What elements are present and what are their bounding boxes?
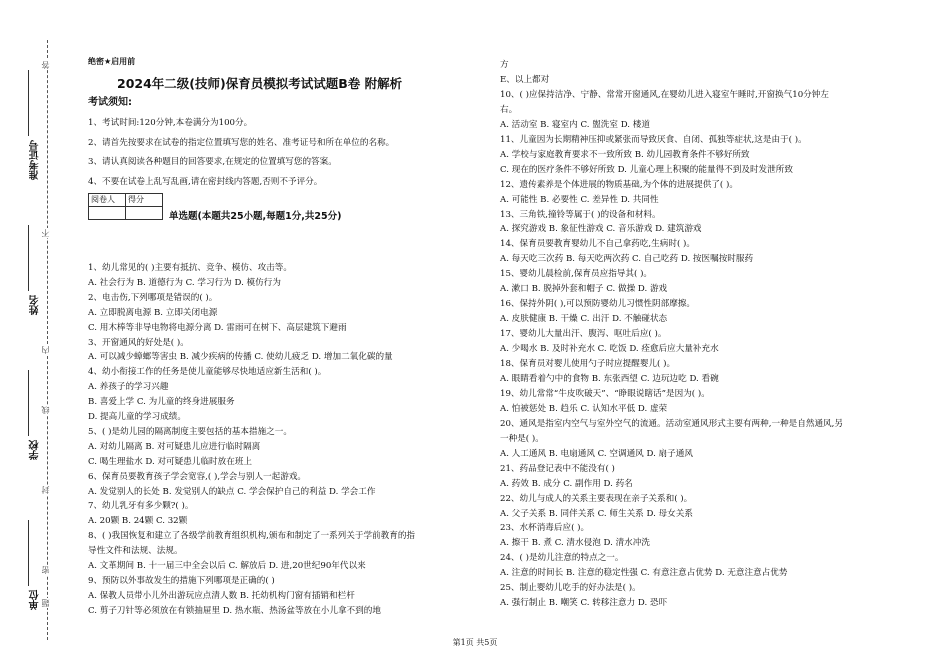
grader-blank: [89, 207, 126, 220]
question-line: A. 学校与家庭教育要求不一致所致 B. 幼儿园教育条件不够好所致: [500, 149, 750, 160]
question-line: 7、幼儿乳牙有多少颗?( )。: [88, 501, 194, 512]
question-line: 22、幼儿与成人的关系主要表现在亲子关系和( )。: [500, 493, 693, 504]
question-line: A. 保教人员带小儿外出游玩应点清人数 B. 托幼机构门窗有插销和栏杆: [88, 590, 355, 601]
question-line: C. 现在的医疗条件不够好所致 D. 儿童心理上积聚的能量得不到及时发泄所致: [500, 164, 793, 175]
question-line: A. 强行制止 B. 嘲笑 C. 转移注意力 D. 恐吓: [500, 598, 668, 609]
secret-label: 绝密★启用前: [88, 57, 136, 66]
question-line: A. 眼睛看着勺中的食物 B. 东张西望 C. 边玩边吃 D. 看碗: [500, 373, 719, 384]
notice-item: 3、请认真阅读各种题目的回答要求,在规定的位置填写您的答案。: [88, 157, 337, 167]
question-line: A. 探究游戏 B. 象征性游戏 C. 音乐游戏 D. 建筑游戏: [500, 224, 702, 235]
question-line: 导性文件和法规、法规。: [88, 546, 183, 557]
seal-char: 答: [41, 61, 50, 69]
question-line: 13、三角铁,撞铃等属于( )的设备和材料。: [500, 209, 661, 220]
score-blank: [126, 207, 163, 220]
margin-label: 学校: [30, 440, 41, 460]
question-line: 16、保持外阴( ),可以预防婴幼儿习惯性阴部摩擦。: [500, 299, 695, 310]
question-line: D. 提高儿童的学习成绩。: [88, 412, 186, 422]
question-line: C. 剪子刀针等必须放在有锁抽屉里 D. 热水瓶、热汤盆等放在小儿拿不到的地: [88, 605, 381, 616]
question-line: 2、电击伤,下列哪项是错误的( )。: [88, 292, 218, 303]
question-line: A. 每天吃三次药 B. 每天吃两次药 C. 自己吃药 D. 按医嘱按时服药: [500, 254, 754, 265]
question-line: C. 用木棒等非导电物将电源分离 D. 雷雨可在树下、高层建筑下避雨: [88, 322, 347, 333]
question-line: A. 怕被惩处 B. 趋乐 C. 认知水平低 D. 虚荣: [500, 403, 668, 414]
question-line: A. 养孩子的学习兴趣: [88, 382, 169, 393]
question-line: 21、药品登记表中不能没有( ): [500, 463, 615, 474]
question-line: 14、保育员要教育婴幼儿不自己拿药吃,生病时( )。: [500, 239, 695, 250]
question-line: 5、( )是幼儿园的隔离制度主要包括的基本措施之一。: [88, 426, 292, 437]
notice-item: 4、不要在试卷上乱写乱画,请在密封线内答题,否则不予评分。: [88, 176, 323, 187]
question-line: 17、婴幼儿大量出汗、腹泻、呕吐后应( )。: [500, 329, 667, 340]
question-line: A. 漱口 B. 脱掉外套和帽子 C. 做操 D. 游戏: [500, 284, 668, 295]
question-line: 9、预防以外事故发生的措施下列哪项是正确的( ): [88, 575, 275, 586]
question-line: 方: [500, 60, 509, 70]
question-line: A. 发觉别人的长处 B. 发觉别人的缺点 C. 学会保护自己的利益 D. 学会工作: [88, 486, 376, 497]
question-line: 15、婴幼儿晨检前,保育员应指导其( )。: [500, 269, 653, 280]
question-line: A. 社会行为 B. 道德行为 C. 学习行为 D. 模仿行为: [88, 277, 281, 288]
seal-char: 线: [41, 406, 50, 414]
question-line: 8、( )我国恢复和建立了各级学前教育组织机构,颁布和制定了一系列关于学前教育的指: [88, 531, 416, 542]
question-line: 11、儿童因为长期精神压抑或紧张而导致厌食、自闭、孤独等症状,这是由于( )。: [500, 134, 807, 145]
question-line: 3、开窗通风的好处是( )。: [88, 337, 189, 348]
seal-char: 封: [41, 486, 50, 494]
question-line: A. 擦干 B. 煮 C. 清水侵泡 D. 清水冲洗: [500, 538, 650, 549]
question-line: A. 可能性 B. 必要性 C. 差异性 D. 共同性: [500, 194, 659, 205]
score-cell: 得分: [126, 194, 163, 207]
fill-line: [28, 520, 29, 586]
binding-margin: [0, 0, 62, 671]
score-table: [88, 193, 163, 220]
question-line: A. 注意的时间长 B. 注意的稳定性强 C. 有意注意占优势 D. 无意注意占优势: [500, 568, 788, 579]
question-line: A. 可以减少蟑螂等害虫 B. 减少疾病的传播 C. 使幼儿疲乏 D. 增加二氧化碳的量: [88, 352, 393, 363]
question-line: B. 喜爱上学 C. 为儿童的终身进展服务: [88, 397, 235, 408]
question-line: A. 对幼儿隔离 B. 对可疑患儿应进行临时隔离: [88, 441, 261, 452]
question-line: 10、( )应保持洁净、宁静、常常开窗通风,在婴幼儿进入寝室午睡时,开窗换气10分钟左: [500, 89, 829, 100]
question-line: 1、幼儿常见的( )主要有抵抗、竞争、模仿、攻击等。: [88, 263, 292, 273]
section-title: 单选题(本题共25小题,每题1分,共25分): [169, 211, 342, 222]
seal-char: 题: [41, 599, 50, 607]
question-line: C. 喝生理盐水 D. 对可疑患儿临时放在班上: [88, 456, 253, 467]
question-line: 一种是( )。: [500, 433, 544, 444]
margin-label: 单位: [30, 590, 41, 610]
fill-line: [28, 370, 29, 436]
seal-line: [47, 40, 48, 640]
question-line: 18、保育员对婴儿使用勺子时应提醒婴儿( )。: [500, 359, 676, 369]
question-line: 右。: [500, 104, 518, 115]
question-line: A. 20颗 B. 24颗 C. 32颗: [88, 516, 188, 527]
seal-char: 内: [41, 346, 50, 354]
margin-label: 准考证号: [30, 140, 41, 180]
question-line: 19、幼儿常常“牛皮吹破天”、“睁眼说瞎话”是因为( )。: [500, 388, 710, 399]
question-line: 25、制止婴幼儿吃手的好办法是( )。: [500, 583, 641, 594]
fill-line: [28, 225, 29, 291]
question-line: 24、( )是幼儿注意的特点之一。: [500, 553, 624, 564]
question-line: 20、通风是指室内空气与室外空气的流通。活动室通风形式主要有两种,一种是自然通风,另: [500, 418, 843, 429]
question-line: A. 药效 B. 成分 C. 副作用 D. 药名: [500, 478, 633, 489]
seal-char: 不: [41, 229, 50, 237]
question-line: 6、保育员要教育孩子学会宽容,( ),学会与别人一起游戏。: [88, 471, 307, 482]
question-line: A. 活动室 B. 寝室内 C. 盥洗室 D. 楼道: [500, 119, 650, 130]
question-line: A. 文革期间 B. 十一届三中全会以后 C. 解放后 D. 进,20世纪90年代以来: [88, 561, 366, 571]
page-footer: 第1页 共5页: [452, 638, 498, 647]
notice-title: 考试须知:: [88, 97, 132, 108]
fill-line: [28, 70, 29, 136]
notice-item: 1、考试时间:120分钟,本卷满分为100分。: [88, 118, 253, 128]
notice-item: 2、请首先按要求在试卷的指定位置填写您的姓名、准考证号和所在单位的名称。: [88, 137, 395, 148]
question-line: 4、幼小衔接工作的任务是使儿童能够尽快地适应新生活和( )。: [88, 367, 327, 378]
question-line: A. 立即脱离电源 B. 立即关闭电源: [88, 307, 218, 318]
question-line: A. 皮肤健康 B. 干燥 C. 出汗 D. 不触碰状态: [500, 314, 668, 325]
grader-cell: 阅卷人: [89, 194, 126, 207]
seal-char: 密: [41, 566, 50, 574]
question-line: E、以上都对: [500, 74, 550, 85]
question-line: A. 父子关系 B. 同伴关系 C. 师生关系 D. 母女关系: [500, 508, 693, 519]
question-line: A. 少喝水 B. 及时补充水 C. 吃饭 D. 痊愈后应大量补充水: [500, 344, 719, 355]
page-title: 2024年二级(技师)保育员模拟考试试题B卷 附解析: [117, 76, 403, 91]
question-line: A. 人工通风 B. 电扇通风 C. 空调通风 D. 扇子通风: [500, 448, 693, 459]
margin-label: 姓名: [30, 295, 41, 315]
question-line: 23、水杯消毒后应( )。: [500, 523, 590, 534]
question-line: 12、遗传素养是个体进展的物质基础,为个体的进展提供了( )。: [500, 179, 738, 190]
